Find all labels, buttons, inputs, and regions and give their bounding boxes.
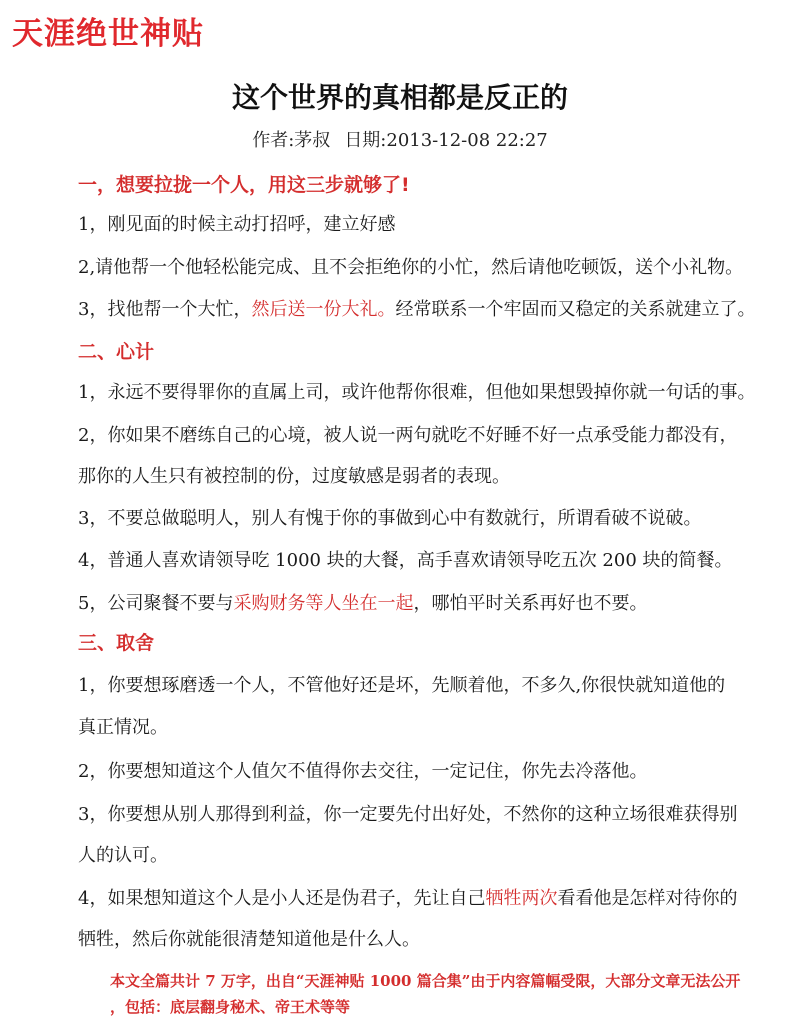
article-meta xyxy=(0,126,800,152)
highlighted-text: 然后送一份大礼。 xyxy=(251,299,396,320)
line-text: 4，如果想知道这个人是小人还是伪君子，先让自己 xyxy=(78,888,486,909)
footer-note: 本文全篇共计 7 万字，出自“天涯神贴 1000 篇合集”由于内容篇幅受限，大部分文章无法公开 xyxy=(110,972,741,990)
paragraph-line: 2,请他帮一个他轻松能完成、且不会拒绝你的小忙，然后请他吃顿饭，送个小礼物。 xyxy=(78,257,744,278)
highlighted-text: 牺牲两次 xyxy=(485,888,558,909)
article-author: 作者:茅叔 xyxy=(252,130,331,151)
paragraph-line: 牺牲，然后你就能很清楚知道他是什么人。 xyxy=(78,929,420,950)
paragraph-line: 3，不要总做聪明人，别人有愧于你的事做到心中有数就行，所谓看破不说破。 xyxy=(78,508,702,529)
article-date: 日期:2013-12-08 22:27 xyxy=(344,130,548,151)
highlighted-text: 采购财务等人坐在一起 xyxy=(233,593,414,614)
section-heading: 二、心计 xyxy=(78,341,155,363)
paragraph-line: 3，你要想从别人那得到利益，你一定要先付出好处，不然你的这种立场很难获得别 xyxy=(78,804,738,825)
paragraph-line: 人的认可。 xyxy=(78,845,168,866)
section-heading: 三、取舍 xyxy=(78,632,155,654)
paragraph-line: 1，你要想琢磨透一个人，不管他好还是坏，先顺着他，不多久,你很快就知道他的 xyxy=(78,675,726,696)
paragraph-line xyxy=(78,884,737,910)
paragraph-line: 真正情况。 xyxy=(78,717,168,738)
paragraph-line xyxy=(78,589,647,615)
paragraph-line: 2，你要想知道这个人值欠不值得你去交往，一定记住，你先去冷落他。 xyxy=(78,761,648,782)
footer-note: ，包括：底层翻身秘术、帝王术等等 xyxy=(110,998,351,1016)
paragraph-line: 1，永远不要得罪你的直属上司，或许他帮你很难，但他如果想毁掉你就一句话的事。 xyxy=(78,382,756,403)
paragraph-line: 1，刚见面的时候主动打招呼，建立好感 xyxy=(78,214,396,235)
line-text: 3，找他帮一个大忙， xyxy=(78,299,252,320)
section-heading: 一，想要拉拢一个人，用这三步就够了! xyxy=(78,174,410,196)
paragraph-line: 4，普通人喜欢请领导吃 1000 块的大餐，高手喜欢请领导吃五次 200 块的简餐。 xyxy=(78,550,733,571)
paragraph-line xyxy=(78,295,755,321)
line-text: ，哪怕平时关系再好也不要。 xyxy=(413,593,648,614)
paragraph-line: 那你的人生只有被控制的份，过度敏感是弱者的表现。 xyxy=(78,466,510,487)
line-text: 看看他是怎样对待你的 xyxy=(557,888,738,909)
line-text: 经常联系一个牢固而又稳定的关系就建立了。 xyxy=(395,299,756,320)
brand-logo: 天涯绝世神贴 xyxy=(12,16,204,52)
line-text: 5，公司聚餐不要与 xyxy=(78,593,234,614)
article-title: 这个世界的真相都是反正的 xyxy=(231,81,568,114)
paragraph-line: 2，你如果不磨练自己的心境，被人说一两句就吃不好睡不好一点承受能力都没有， xyxy=(78,425,738,446)
